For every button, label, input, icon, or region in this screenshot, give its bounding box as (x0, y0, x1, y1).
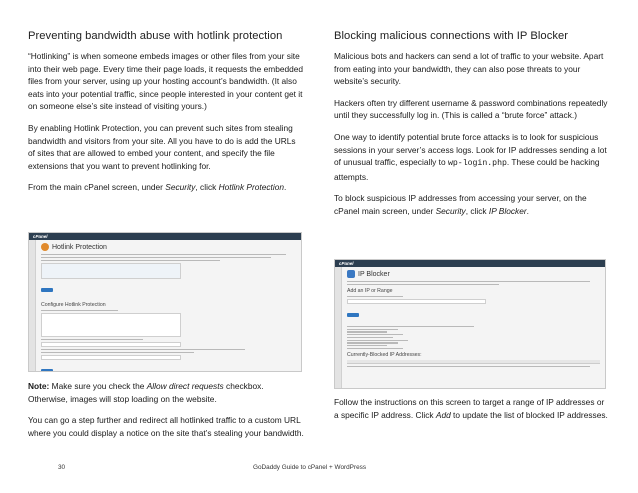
ip-blocker-screenshot (334, 259, 606, 389)
para3-prefix-right: One way to identify potential brute force attacks is to look for suspicious sessions in your server’s access logs. Look for IP addresses sending a lot of unusual traffic, especially to (334, 131, 607, 168)
left-column-top (28, 30, 304, 203)
screenshot-section: Configure Hotlink Protection (41, 301, 106, 308)
hotlink-icon (41, 243, 49, 251)
screenshot-title-right: IP Blocker (358, 270, 390, 278)
note-prefix: Make sure you check the (49, 381, 147, 391)
redirect-paragraph: You can go a step further and redirect all hotlinked traffic to a custom URL where you could display a notice on the site that’s stealing your bandwidth. (28, 415, 304, 438)
hotlink-paragraph-1: “Hotlinking” is when someone embeds images or other files from your site into their web page. Every time their page loads, it requests the embedded files from your server, using up your hosting account’s bandwidth. (It also eats into your potential traffic, since people interested in your content get it on someone else’s site instead of visiting yours.) (28, 51, 304, 112)
hotlink-heading: Preventing bandwidth abuse with hotlink protection (28, 30, 283, 42)
screenshot-title: Hotlink Protection (52, 243, 107, 251)
cpanel-logo: cPanel (33, 234, 48, 239)
note-suffix: checkbox. Otherwise, images will stop loading on the website. (28, 381, 264, 404)
cpanel-logo-right: cPanel (339, 261, 354, 266)
hotlink-protection-term: Hotlink Protection (218, 182, 284, 193)
para3-mid: , click (195, 182, 219, 193)
hotlink-protection-screenshot (28, 232, 302, 372)
hotlink-paragraph-3 (28, 181, 304, 194)
cpanel-sidebar (29, 240, 36, 371)
para3-prefix: From the main cPanel screen, under (28, 182, 166, 193)
para4-prefix: To block suspicious IP addresses from accessing your server, on the cPanel main screen, under (334, 193, 587, 216)
security-term-right: Security (435, 205, 466, 216)
screenshot-table-title: Currently-Blocked IP Addresses: (347, 352, 422, 359)
para5-suffix: to update the list of blocked IP addresses. (450, 409, 608, 420)
para3-end: . (284, 182, 287, 193)
cpanel-sidebar-right (335, 267, 342, 388)
screenshot-section-right: Add an IP or Range (347, 287, 393, 294)
ip-paragraph-2: Hackers often try different username & password combinations repeatedly until they successfully log in. (This is called a “brute force” attack.) (334, 97, 608, 121)
ip-blocker-term: IP Blocker (488, 205, 527, 216)
add-term: Add (435, 409, 451, 420)
ip-paragraph-3 (334, 131, 610, 183)
wp-login-code: wp-login.php (447, 159, 507, 169)
ip-paragraph-1: Malicious bots and hackers can send a lot of traffic to your website. Apart from eating into your bandwidth, they can also pose threats to your website’s security. (334, 51, 604, 87)
footer-title: GoDaddy Guide to cPanel + WordPress (253, 464, 367, 471)
cpanel-topbar-right (335, 260, 605, 267)
right-column-top (334, 30, 610, 227)
para5-prefix: Follow the instructions on this screen to target a range of IP addresses or a specific IP address. Click (334, 397, 605, 420)
ip-paragraph-5 (334, 396, 610, 421)
ip-blocker-icon (347, 270, 355, 278)
para3-suffix-right: . These could be hacking attempts. (334, 157, 600, 182)
security-term: Security (165, 182, 196, 193)
hotlink-paragraph-2: By enabling Hotlink Protection, you can prevent such sites from stealing bandwidth and visitors from your site. All you have to do is add the URLs of sites that are allowed to embed your content, and specify the file extensions that you want to prevent hotlinking for. (28, 122, 296, 171)
page-number: 30 (58, 464, 66, 471)
note-label: Note: (28, 381, 50, 391)
para4-mid: , click (465, 205, 489, 216)
note-paragraph (28, 380, 304, 405)
left-column-bottom (28, 380, 304, 448)
para4-end: . (526, 205, 529, 216)
right-column-bottom (334, 396, 610, 430)
ip-blocker-heading: Blocking malicious connections with IP Blocker (334, 30, 569, 42)
allow-direct-requests-term: Allow direct requests (146, 381, 224, 391)
cpanel-topbar (29, 233, 301, 240)
blocked-table-header (347, 360, 600, 364)
ip-paragraph-4 (334, 192, 610, 217)
